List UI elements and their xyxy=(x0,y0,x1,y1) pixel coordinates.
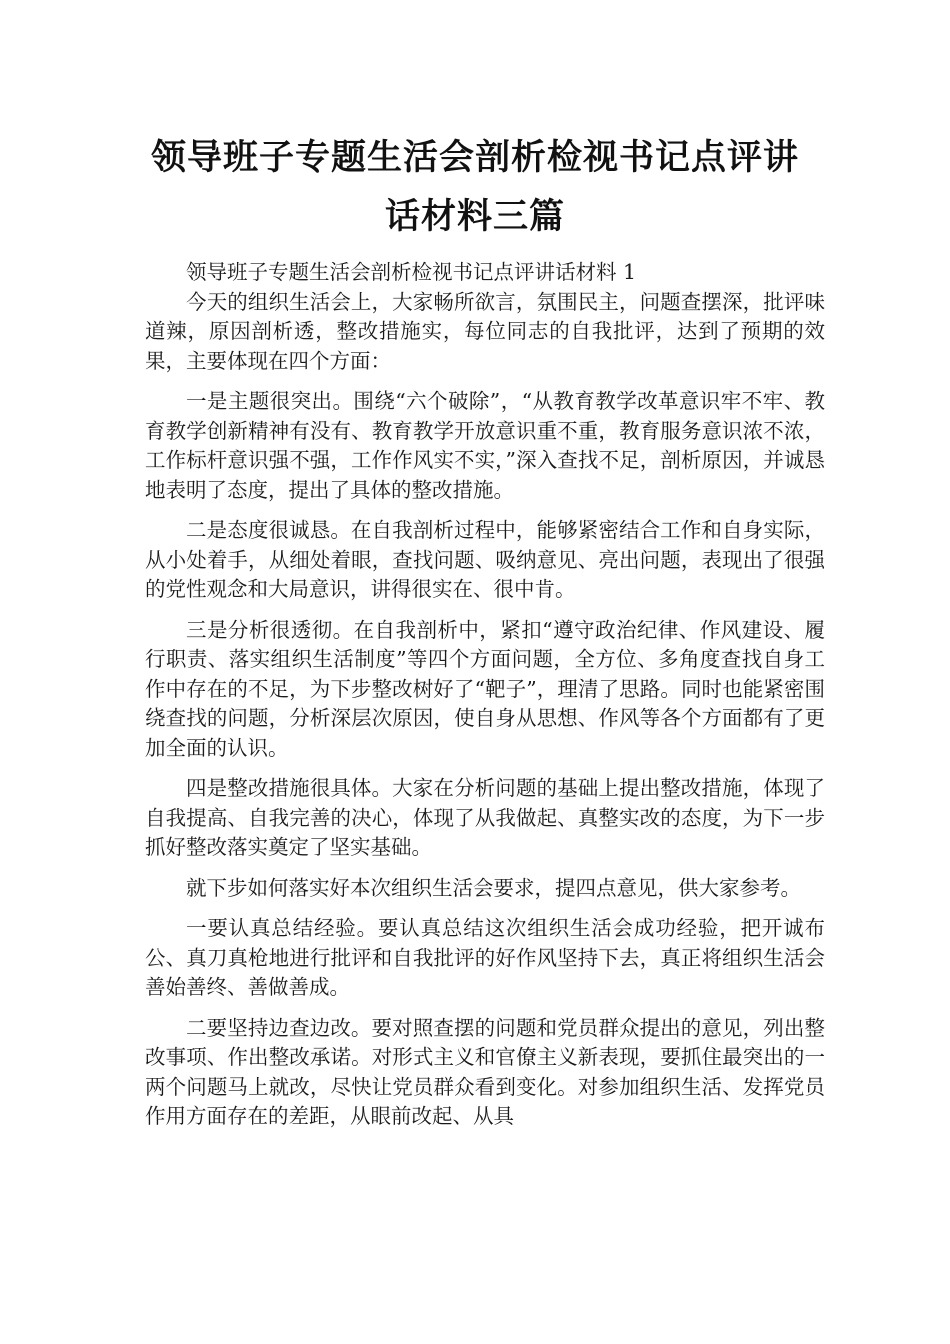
document-body xyxy=(145,258,825,1143)
document-title-line-2: 话材料三篇 xyxy=(384,197,565,237)
paragraph: 今天的组织生活会上，大家畅所欲言，氛围民主，问题查摆深，批评味道辣，原因剖析透，整改措施实，每位同志的自我批评，达到了预期的效果，主要体现在四个方面： xyxy=(145,289,825,373)
paragraph: 三是分析很透彻。在自我剖析中，紧扣“遵守政治纪律、作风建设、履行职责、落实组织生活制度”等四个方面问题，全方位、多角度查找自身工作中存在的不足，为下步整改树好了“靶子”，理清了思路。同时也能紧密围绕查找的问题，分析深层次原因，使自身从思想、作风等各个方面都有了更加全面的认识。 xyxy=(145,617,825,760)
paragraph: 就下步如何落实好本次组织生活会要求，提四点意见，供大家参考。 xyxy=(186,875,801,900)
document-subtitle: 领导班子专题生活会剖析检视书记点评讲话材料 1 xyxy=(186,260,637,284)
paragraph: 一是主题很突出。围绕“六个破除”，“从教育教学改革意识牢不牢、教育教学创新精神有没有、教育教学开放意识重不重，教育服务意识浓不浓，工作标杆意识强不强，工作作风实不实，”深入查找不足，剖析原因，并诚恳地表明了态度，提出了具体的整改措施。 xyxy=(145,389,825,502)
paragraph: 二是态度很诚恳。在自我剖析过程中，能够紧密结合工作和自身实际，从小处着手，从细处着眼，查找问题、吸纳意见、亮出问题，表现出了很强的党性观念和大局意识，讲得很实在、很中肯。 xyxy=(145,518,825,601)
paragraph: 二要坚持边查边改。要对照查摆的问题和党员群众提出的意见，列出整改事项、作出整改承诺。对形式主义和官僚主义新表现，要抓住最突出的一两个问题马上就改，尽快让党员群众看到变化。对参加组织生活、发挥党员作用方面存在的差距，从眼前改起、从具 xyxy=(145,1015,825,1128)
paragraph: 一要认真总结经验。要认真总结这次组织生活会成功经验，把开诚布公、真刀真枪地进行批评和自我批评的好作风坚持下去，真正将组织生活会善始善终、善做善成。 xyxy=(145,916,825,999)
paragraph: 四是整改措施很具体。大家在分析问题的基础上提出整改措施，体现了自我提高、自我完善的决心，体现了从我做起、真整实改的态度，为下一步抓好整改落实奠定了坚实基础。 xyxy=(145,776,825,859)
document-title-line-1: 领导班子专题生活会剖析检视书记点评讲 xyxy=(150,138,799,178)
